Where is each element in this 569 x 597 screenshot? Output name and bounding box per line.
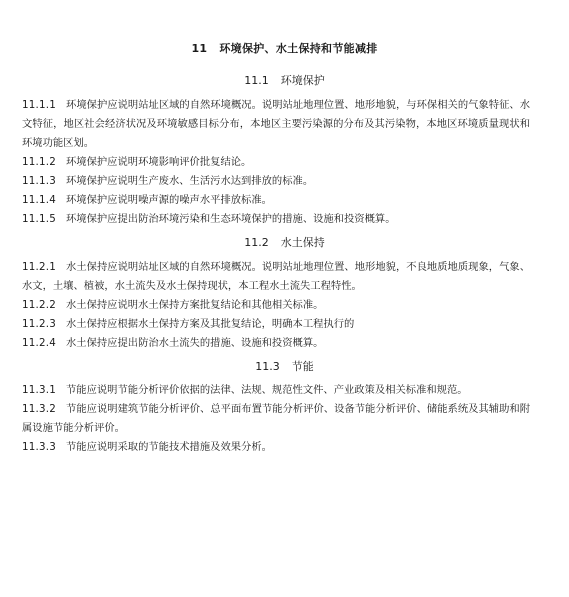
clause-text: 环境保护应说明环境影响评价批复结论。 xyxy=(66,156,252,168)
clause-text: 节能应说明节能分析评价依据的法律、法规、规范性文件、产业政策及相关标准和规范。 xyxy=(66,384,468,396)
clause-text: 环境保护应说明站址区域的自然环境概况。说明站址地理位置、地形地貌，与环保相关的气象特征、水文特征，地区社会经济状况及环境敏感目标分布，本地区主要污染源的分布及其污染物，本地区环境质量现状和环境功能区划。 xyxy=(22,99,530,149)
clause-11-2-1 xyxy=(22,258,530,296)
clause-number: 11.1.3 xyxy=(22,175,56,187)
clause-number: 11.1.2 xyxy=(22,156,56,168)
clause-11-3-1 xyxy=(22,381,530,400)
clause-11-1-3 xyxy=(22,172,530,191)
clause-11-2-2 xyxy=(22,296,530,315)
clause-text: 水土保持应说明水土保持方案批复结论和其他相关标准。 xyxy=(66,299,324,311)
clause-text: 节能应说明建筑节能分析评价、总平面布置节能分析评价、设备节能分析评价、储能系统及其辅助和附属设施节能分析评价。 xyxy=(22,403,530,434)
clause-text: 环境保护应说明生产废水、生活污水达到排放的标准。 xyxy=(66,175,314,187)
clause-number: 11.2.3 xyxy=(22,318,56,330)
clause-11-1-4 xyxy=(22,191,530,210)
section-heading-11-1 xyxy=(0,72,569,88)
section-heading-11-3 xyxy=(0,358,569,374)
section-heading-11-2 xyxy=(0,234,569,250)
clause-number: 11.1.5 xyxy=(22,213,56,225)
clause-text: 水土保持应根据水土保持方案及其批复结论，明确本工程执行的 xyxy=(66,318,355,330)
clause-11-3-3 xyxy=(22,438,530,457)
clause-text: 环境保护应提出防治环境污染和生态环境保护的措施、设施和投资概算。 xyxy=(66,213,396,225)
clause-text: 节能应说明采取的节能技术措施及效果分析。 xyxy=(66,441,272,453)
clause-11-3-2 xyxy=(22,400,530,438)
clause-11-1-2 xyxy=(22,153,530,172)
section-title: 节能 xyxy=(291,360,314,373)
chapter-title xyxy=(0,40,569,56)
clause-number: 11.2.4 xyxy=(22,337,56,349)
section-number: 11.3 xyxy=(255,360,280,373)
chapter-number: 11 xyxy=(191,42,208,55)
clause-11-1-5 xyxy=(22,210,530,229)
clause-11-2-3 xyxy=(22,315,530,334)
clause-number: 11.3.2 xyxy=(22,403,56,415)
chapter-title-text: 环境保护、水土保持和节能减排 xyxy=(219,42,378,55)
section-number: 11.1 xyxy=(244,74,269,87)
clause-number: 11.3.1 xyxy=(22,384,56,396)
clause-number: 11.1.4 xyxy=(22,194,56,206)
clause-number: 11.2.2 xyxy=(22,299,56,311)
section-title: 环境保护 xyxy=(280,74,325,87)
clause-text: 水土保持应提出防治水土流失的措施、设施和投资概算。 xyxy=(66,337,324,349)
clause-text: 水土保持应说明站址区域的自然环境概况。说明站址地理位置、地形地貌，不良地质地质现象，气象、水文，土壤、植被，水土流失及水土保持现状，本工程水土流失工程特性。 xyxy=(22,261,530,292)
clause-11-2-4 xyxy=(22,334,530,353)
clause-number: 11.3.3 xyxy=(22,441,56,453)
clause-11-1-1 xyxy=(22,96,530,153)
clause-number: 11.1.1 xyxy=(22,99,56,111)
clause-number: 11.2.1 xyxy=(22,261,56,273)
section-number: 11.2 xyxy=(244,236,269,249)
section-title: 水土保持 xyxy=(280,236,325,249)
clause-text: 环境保护应说明噪声源的噪声水平排放标准。 xyxy=(66,194,272,206)
